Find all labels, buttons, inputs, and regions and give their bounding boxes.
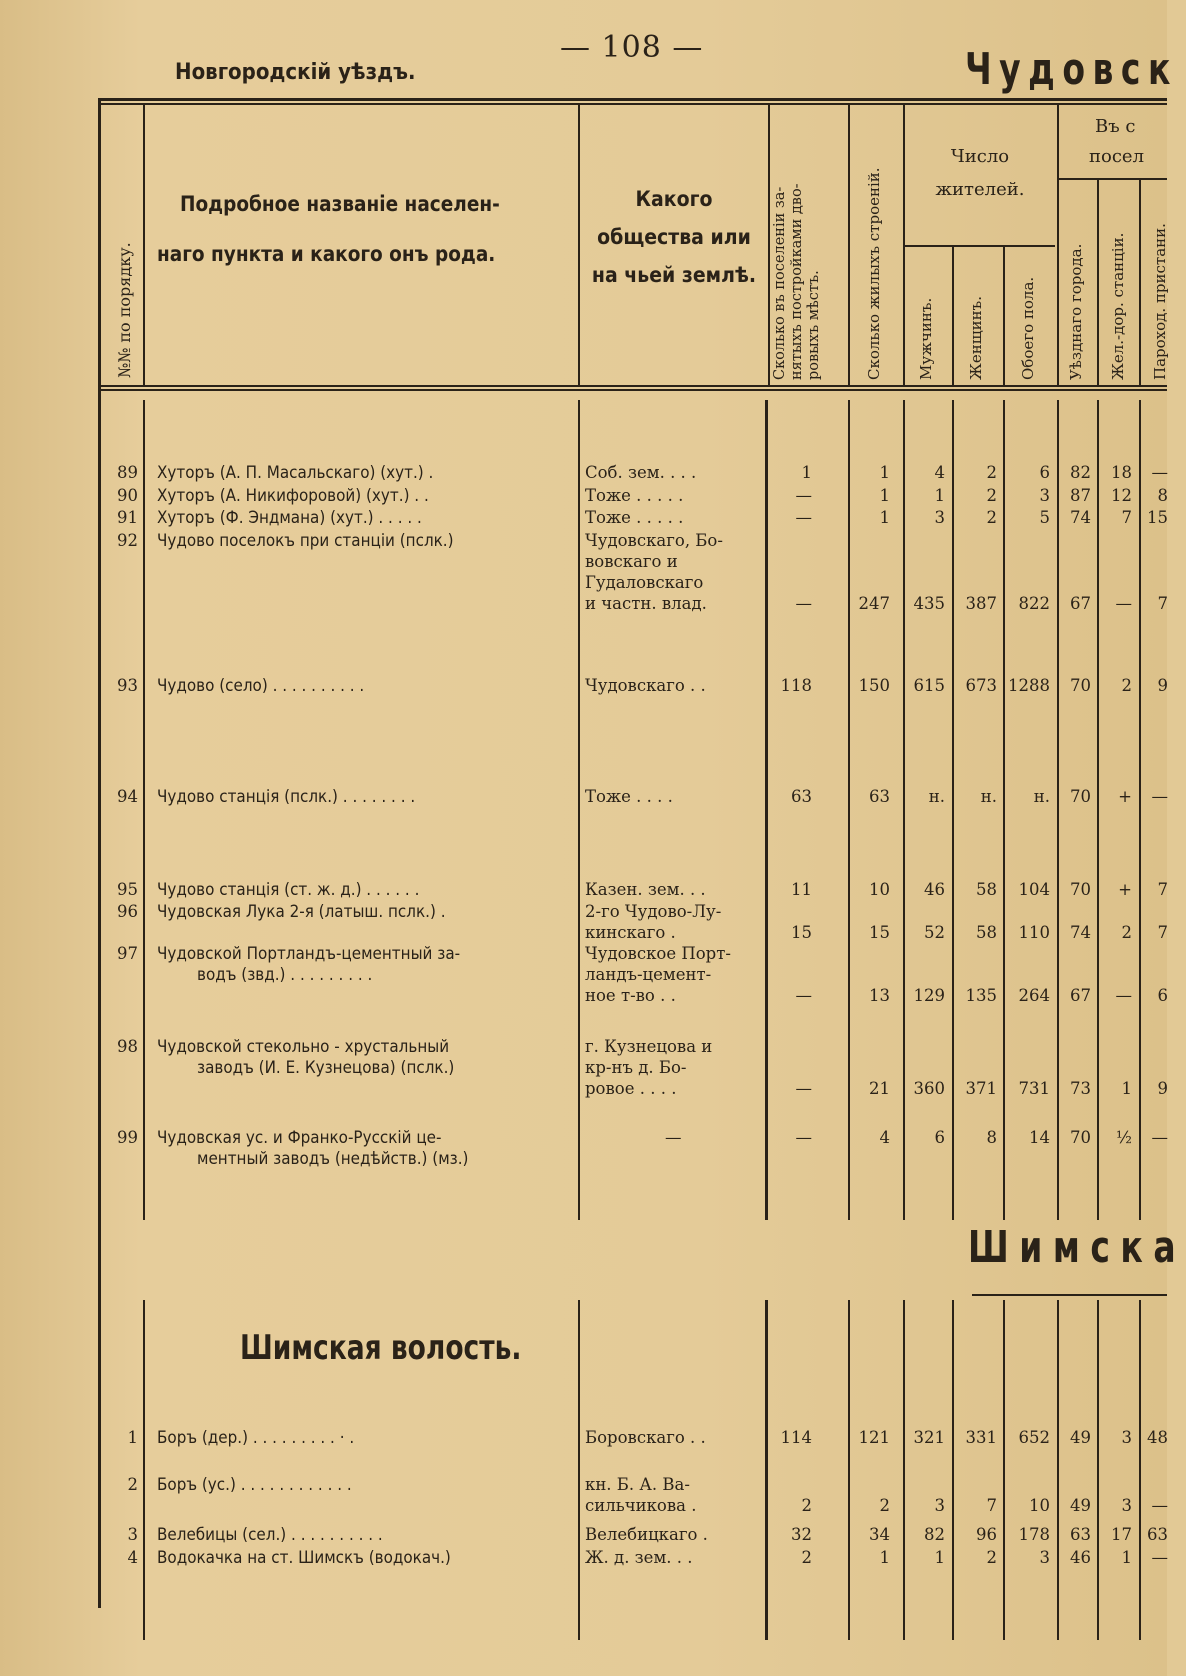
row-value-d2: 3 <box>1121 1428 1132 1447</box>
row-value-d2: + <box>1118 787 1132 806</box>
row-value-m: 3 <box>934 508 945 527</box>
row-value-m: 46 <box>924 880 945 899</box>
row-name: Чудовская ус. и Франко-Русскій це- <box>157 1128 442 1147</box>
header-col-name-1: Подробное названіе населен- <box>180 192 500 216</box>
table-top-rule-thin <box>100 103 1167 105</box>
col-line <box>1057 104 1059 386</box>
row-value-t: 264 <box>1018 986 1050 1005</box>
row-number: 4 <box>127 1548 138 1567</box>
row-value-h: 21 <box>869 1079 890 1098</box>
row-value-t: 1288 <box>1008 676 1050 695</box>
row-value-h: 15 <box>869 923 890 942</box>
header-bottom-rule <box>100 385 1167 387</box>
row-value-m: 4 <box>934 463 945 482</box>
row-value-h: 63 <box>869 787 890 806</box>
row-name: Водокачка на ст. Шимскъ (водокач.) <box>157 1548 451 1567</box>
row-value-t: 3 <box>1039 1548 1050 1567</box>
row-value-b: 11 <box>791 880 812 899</box>
row-value-f: 371 <box>965 1079 997 1098</box>
row-number: 93 <box>117 676 138 695</box>
row-value-t: 14 <box>1029 1128 1050 1147</box>
volost-header-bottom: Шимска <box>968 1222 1186 1273</box>
row-value-h: 121 <box>858 1428 890 1447</box>
row-value-d2: ½ <box>1116 1128 1132 1147</box>
row-value-f: 673 <box>965 676 997 695</box>
row-name: заводъ (И. Е. Кузнецова) (пслк.) <box>197 1058 455 1077</box>
row-society: Гудаловскаго <box>585 573 704 592</box>
row-name: ментный заводъ (недѣйств.) (мз.) <box>197 1149 469 1168</box>
row-society: кинскаго . <box>585 923 676 942</box>
col-line <box>1097 1300 1099 1640</box>
header-col-town: Уѣзднаго города. <box>1067 243 1085 380</box>
row-name: Чудово станція (пслк.) . . . . . . . . <box>157 787 416 806</box>
row-society: кр-нъ д. Бо- <box>585 1058 687 1077</box>
row-value-b: — <box>795 1128 812 1147</box>
pop-subheader-rule <box>905 245 1055 247</box>
row-value-d1: 67 <box>1070 986 1091 1005</box>
row-value-h: 4 <box>879 1128 890 1147</box>
row-value-d1: 49 <box>1070 1496 1091 1515</box>
row-value-f: 2 <box>986 486 997 505</box>
row-value-b: — <box>795 508 812 527</box>
row-value-t: 110 <box>1018 923 1050 942</box>
row-value-d1: 70 <box>1070 676 1091 695</box>
col-line <box>143 400 145 1220</box>
row-value-d1: 73 <box>1070 1079 1091 1098</box>
row-value-d2: — <box>1115 594 1132 613</box>
row-value-f: 2 <box>986 508 997 527</box>
row-society: Соб. зем. . . . <box>585 463 697 482</box>
table-top-rule <box>100 98 1167 101</box>
row-value-d3: 63 <box>1147 1525 1168 1544</box>
row-value-t: 731 <box>1018 1079 1050 1098</box>
row-value-d2: 7 <box>1121 508 1132 527</box>
row-value-d3: — <box>1151 1128 1168 1147</box>
row-value-f: 2 <box>986 1548 997 1567</box>
row-value-b: 63 <box>791 787 812 806</box>
row-value-d1: 70 <box>1070 787 1091 806</box>
row-number: 91 <box>117 508 138 527</box>
row-value-d3: 8 <box>1157 486 1168 505</box>
col-line <box>143 1300 145 1640</box>
col-line <box>1097 178 1099 386</box>
row-number: 3 <box>127 1525 138 1544</box>
col-line <box>578 104 580 386</box>
row-value-m: 1 <box>934 1548 945 1567</box>
header-col-name-2: наго пункта и какого онъ рода. <box>157 242 496 266</box>
col-line <box>952 245 954 386</box>
row-society: Чудовскаго . . <box>585 676 706 695</box>
col-line <box>1139 178 1141 386</box>
row-value-b: — <box>795 986 812 1005</box>
volost-underline <box>972 1294 1167 1296</box>
row-society: Боровскаго . . <box>585 1428 706 1447</box>
row-name: Чудовская Лука 2-я (латыш. пслк.) . <box>157 902 446 921</box>
row-value-d2: 2 <box>1121 923 1132 942</box>
row-name: Хуторъ (Ф. Эндмана) (хут.) . . . . . <box>157 508 422 527</box>
row-number: 95 <box>117 880 138 899</box>
row-society: Ж. д. зем. . . <box>585 1548 693 1567</box>
row-value-f: 2 <box>986 463 997 482</box>
header-col-buildings-3: ровыхъ мѣстъ. <box>806 270 822 380</box>
row-society: Тоже . . . . . <box>585 486 684 505</box>
row-value-d2: 2 <box>1121 676 1132 695</box>
row-value-f: 387 <box>965 594 997 613</box>
row-society: ное т-во . . <box>585 986 676 1005</box>
row-value-d1: 74 <box>1070 508 1091 527</box>
header-col-pier: Пароход. пристани. <box>1151 223 1169 380</box>
row-society: Тоже . . . . <box>585 787 673 806</box>
header-bottom-rule-2 <box>100 389 1167 391</box>
row-society: и частн. влад. <box>585 594 707 613</box>
row-value-d1: 63 <box>1070 1525 1091 1544</box>
row-society: вовскаго и <box>585 552 678 571</box>
row-value-t: 6 <box>1039 463 1050 482</box>
page-number: — 108 — <box>560 30 704 65</box>
row-value-b: 32 <box>791 1525 812 1544</box>
row-value-d3: 9 <box>1157 1079 1168 1098</box>
row-society: кн. Б. А. Ва- <box>585 1475 690 1494</box>
row-value-d3: — <box>1151 463 1168 482</box>
row-name: Хуторъ (А. Никифоровой) (хут.) . . <box>157 486 429 505</box>
row-value-d3: 7 <box>1157 923 1168 942</box>
row-value-d3: 9 <box>1157 676 1168 695</box>
row-value-m: 52 <box>924 923 945 942</box>
col-line <box>1057 1300 1059 1640</box>
header-col-society-1: Какого <box>635 187 713 211</box>
row-value-m: 82 <box>924 1525 945 1544</box>
row-number: 92 <box>117 531 138 550</box>
row-value-f: 8 <box>986 1128 997 1147</box>
row-value-f: 7 <box>986 1496 997 1515</box>
row-value-t: 3 <box>1039 486 1050 505</box>
row-value-m: 435 <box>913 594 945 613</box>
row-name: Чудово (село) . . . . . . . . . . <box>157 676 365 695</box>
row-value-d3: 6 <box>1157 986 1168 1005</box>
uezd-title: Новгородскій уѣздъ. <box>175 60 416 85</box>
row-name: водъ (звд.) . . . . . . . . . <box>197 965 373 984</box>
row-value-d3: — <box>1151 1496 1168 1515</box>
header-col-no: №№ по порядку. <box>115 242 134 378</box>
header-col-pop-1: Число <box>950 146 1010 167</box>
row-society: ровое . . . . <box>585 1079 677 1098</box>
col-line <box>765 1300 768 1640</box>
row-value-h: 34 <box>869 1525 890 1544</box>
row-value-f: 135 <box>965 986 997 1005</box>
row-value-t: н. <box>1033 787 1050 806</box>
row-society: ландъ-цемент- <box>585 965 712 984</box>
row-value-f: 58 <box>976 923 997 942</box>
header-col-rail: Жел.-дор. станціи. <box>1109 232 1127 380</box>
row-value-f: н. <box>980 787 997 806</box>
row-value-d3: — <box>1151 787 1168 806</box>
row-value-d1: 70 <box>1070 1128 1091 1147</box>
header-col-dist-1: Въ с <box>1095 116 1136 137</box>
col-line <box>848 1300 850 1640</box>
row-value-b: — <box>795 1079 812 1098</box>
row-value-b: 15 <box>791 923 812 942</box>
header-col-female: Женщинъ. <box>967 296 985 380</box>
row-value-b: 114 <box>780 1428 812 1447</box>
row-value-m: 1 <box>934 486 945 505</box>
row-value-t: 5 <box>1039 508 1050 527</box>
col-line <box>143 104 145 386</box>
col-line <box>578 1300 580 1640</box>
header-col-buildings <box>772 183 823 380</box>
row-value-t: 178 <box>1018 1525 1050 1544</box>
row-value-h: 1 <box>879 486 890 505</box>
row-name: Хуторъ (А. П. Масальскаго) (хут.) . <box>157 463 434 482</box>
row-value-h: 1 <box>879 1548 890 1567</box>
row-value-h: 247 <box>858 594 890 613</box>
header-col-society-2: общества или <box>597 225 751 249</box>
header-col-pop-2: жителей. <box>935 179 1025 200</box>
row-value-d3: — <box>1151 1548 1168 1567</box>
row-value-f: 58 <box>976 880 997 899</box>
row-value-d1: 46 <box>1070 1548 1091 1567</box>
row-value-d1: 70 <box>1070 880 1091 899</box>
header-col-society <box>591 180 757 294</box>
row-value-t: 10 <box>1029 1496 1050 1515</box>
row-value-d1: 49 <box>1070 1428 1091 1447</box>
row-value-d2: 18 <box>1111 463 1132 482</box>
row-value-t: 822 <box>1018 594 1050 613</box>
row-value-d3: 7 <box>1157 880 1168 899</box>
row-name: Боръ (ус.) . . . . . . . . . . . . <box>157 1475 352 1494</box>
row-value-b: — <box>795 486 812 505</box>
header-col-dist-2: посел <box>1089 146 1145 167</box>
row-value-f: 96 <box>976 1525 997 1544</box>
row-society: Чудовское Порт- <box>585 944 731 963</box>
row-society: Велебицкаго . <box>585 1525 708 1544</box>
row-value-b: 118 <box>780 676 812 695</box>
row-value-b: — <box>795 594 812 613</box>
row-number: 89 <box>117 463 138 482</box>
row-name: Велебицы (сел.) . . . . . . . . . . <box>157 1525 383 1544</box>
row-number: 98 <box>117 1037 138 1056</box>
row-society: г. Кузнецова и <box>585 1037 713 1056</box>
row-value-d1: 82 <box>1070 463 1091 482</box>
row-value-h: 1 <box>879 463 890 482</box>
row-number: 1 <box>127 1428 138 1447</box>
header-col-male: Мужчинъ. <box>917 297 935 380</box>
row-value-h: 2 <box>879 1496 890 1515</box>
row-society: сильчикова . <box>585 1496 697 1515</box>
row-value-b: 1 <box>801 463 812 482</box>
row-value-m: н. <box>928 787 945 806</box>
header-col-society-3: на чьей землѣ. <box>591 263 757 287</box>
row-number: 96 <box>117 902 138 921</box>
row-value-h: 150 <box>858 676 890 695</box>
row-society: Тоже . . . . . <box>585 508 684 527</box>
row-society: Чудовскаго, Бо- <box>585 531 723 550</box>
row-value-d2: 1 <box>1121 1079 1132 1098</box>
row-value-d2: — <box>1115 986 1132 1005</box>
row-value-t: 104 <box>1018 880 1050 899</box>
section-title-shimsk: Шимская волость. <box>240 1328 522 1368</box>
row-value-m: 360 <box>913 1079 945 1098</box>
row-value-d3: 7 <box>1157 594 1168 613</box>
col-line <box>952 1300 954 1640</box>
left-border <box>98 98 101 1608</box>
row-value-t: 652 <box>1018 1428 1050 1447</box>
header-col-houses: Сколько жилыхъ строеній. <box>865 167 883 380</box>
header-col-buildings-1: Сколько въ поселеніи за- <box>772 186 788 380</box>
col-line <box>1139 1300 1141 1640</box>
row-value-d2: 12 <box>1111 486 1132 505</box>
col-line <box>1003 1300 1005 1640</box>
row-value-d2: + <box>1118 880 1132 899</box>
dist-subheader-rule <box>1058 178 1167 180</box>
row-name: Чудово поселокъ при станціи (пслк.) <box>157 531 454 550</box>
row-society: Казен. зем. . . <box>585 880 706 899</box>
row-value-d1: 87 <box>1070 486 1091 505</box>
row-value-m: 615 <box>913 676 945 695</box>
row-number: 90 <box>117 486 138 505</box>
row-value-d3: 48 <box>1147 1428 1168 1447</box>
row-value-d2: 3 <box>1121 1496 1132 1515</box>
row-value-f: 331 <box>965 1428 997 1447</box>
row-number: 99 <box>117 1128 138 1147</box>
row-value-h: 10 <box>869 880 890 899</box>
header-col-pop <box>905 140 1055 206</box>
col-line <box>848 104 850 386</box>
row-value-b: 2 <box>801 1496 812 1515</box>
row-value-d1: 67 <box>1070 594 1091 613</box>
col-line <box>768 104 770 386</box>
row-value-h: 13 <box>869 986 890 1005</box>
row-name: Чудовской стекольно - хрустальный <box>157 1037 450 1056</box>
row-value-d2: 1 <box>1121 1548 1132 1567</box>
col-line <box>1003 245 1005 386</box>
row-value-m: 129 <box>913 986 945 1005</box>
row-number: 94 <box>117 787 138 806</box>
row-name: Чудово станція (ст. ж. д.) . . . . . . <box>157 880 420 899</box>
row-name: Чудовской Портландъ-цементный за- <box>157 944 461 963</box>
col-line <box>578 400 580 1220</box>
header-col-dist <box>1089 112 1185 172</box>
header-col-both: Обоего пола. <box>1019 276 1037 380</box>
row-name: Боръ (дер.) . . . . . . . . . · . <box>157 1428 355 1447</box>
row-number: 97 <box>117 944 138 963</box>
header-col-buildings-2: нятыхъ постройками дво- <box>789 183 805 380</box>
row-society: 2-го Чудово-Лу- <box>585 902 722 921</box>
row-value-m: 3 <box>934 1496 945 1515</box>
row-value-d3: 15 <box>1147 508 1168 527</box>
row-value-d1: 74 <box>1070 923 1091 942</box>
row-value-m: 321 <box>913 1428 945 1447</box>
row-society: — <box>665 1128 682 1147</box>
row-value-m: 6 <box>934 1128 945 1147</box>
row-value-h: 1 <box>879 508 890 527</box>
row-number: 2 <box>127 1475 138 1494</box>
row-value-b: 2 <box>801 1548 812 1567</box>
volost-header-top: Чудовск <box>965 44 1178 95</box>
row-value-d2: 17 <box>1111 1525 1132 1544</box>
col-line <box>903 1300 905 1640</box>
